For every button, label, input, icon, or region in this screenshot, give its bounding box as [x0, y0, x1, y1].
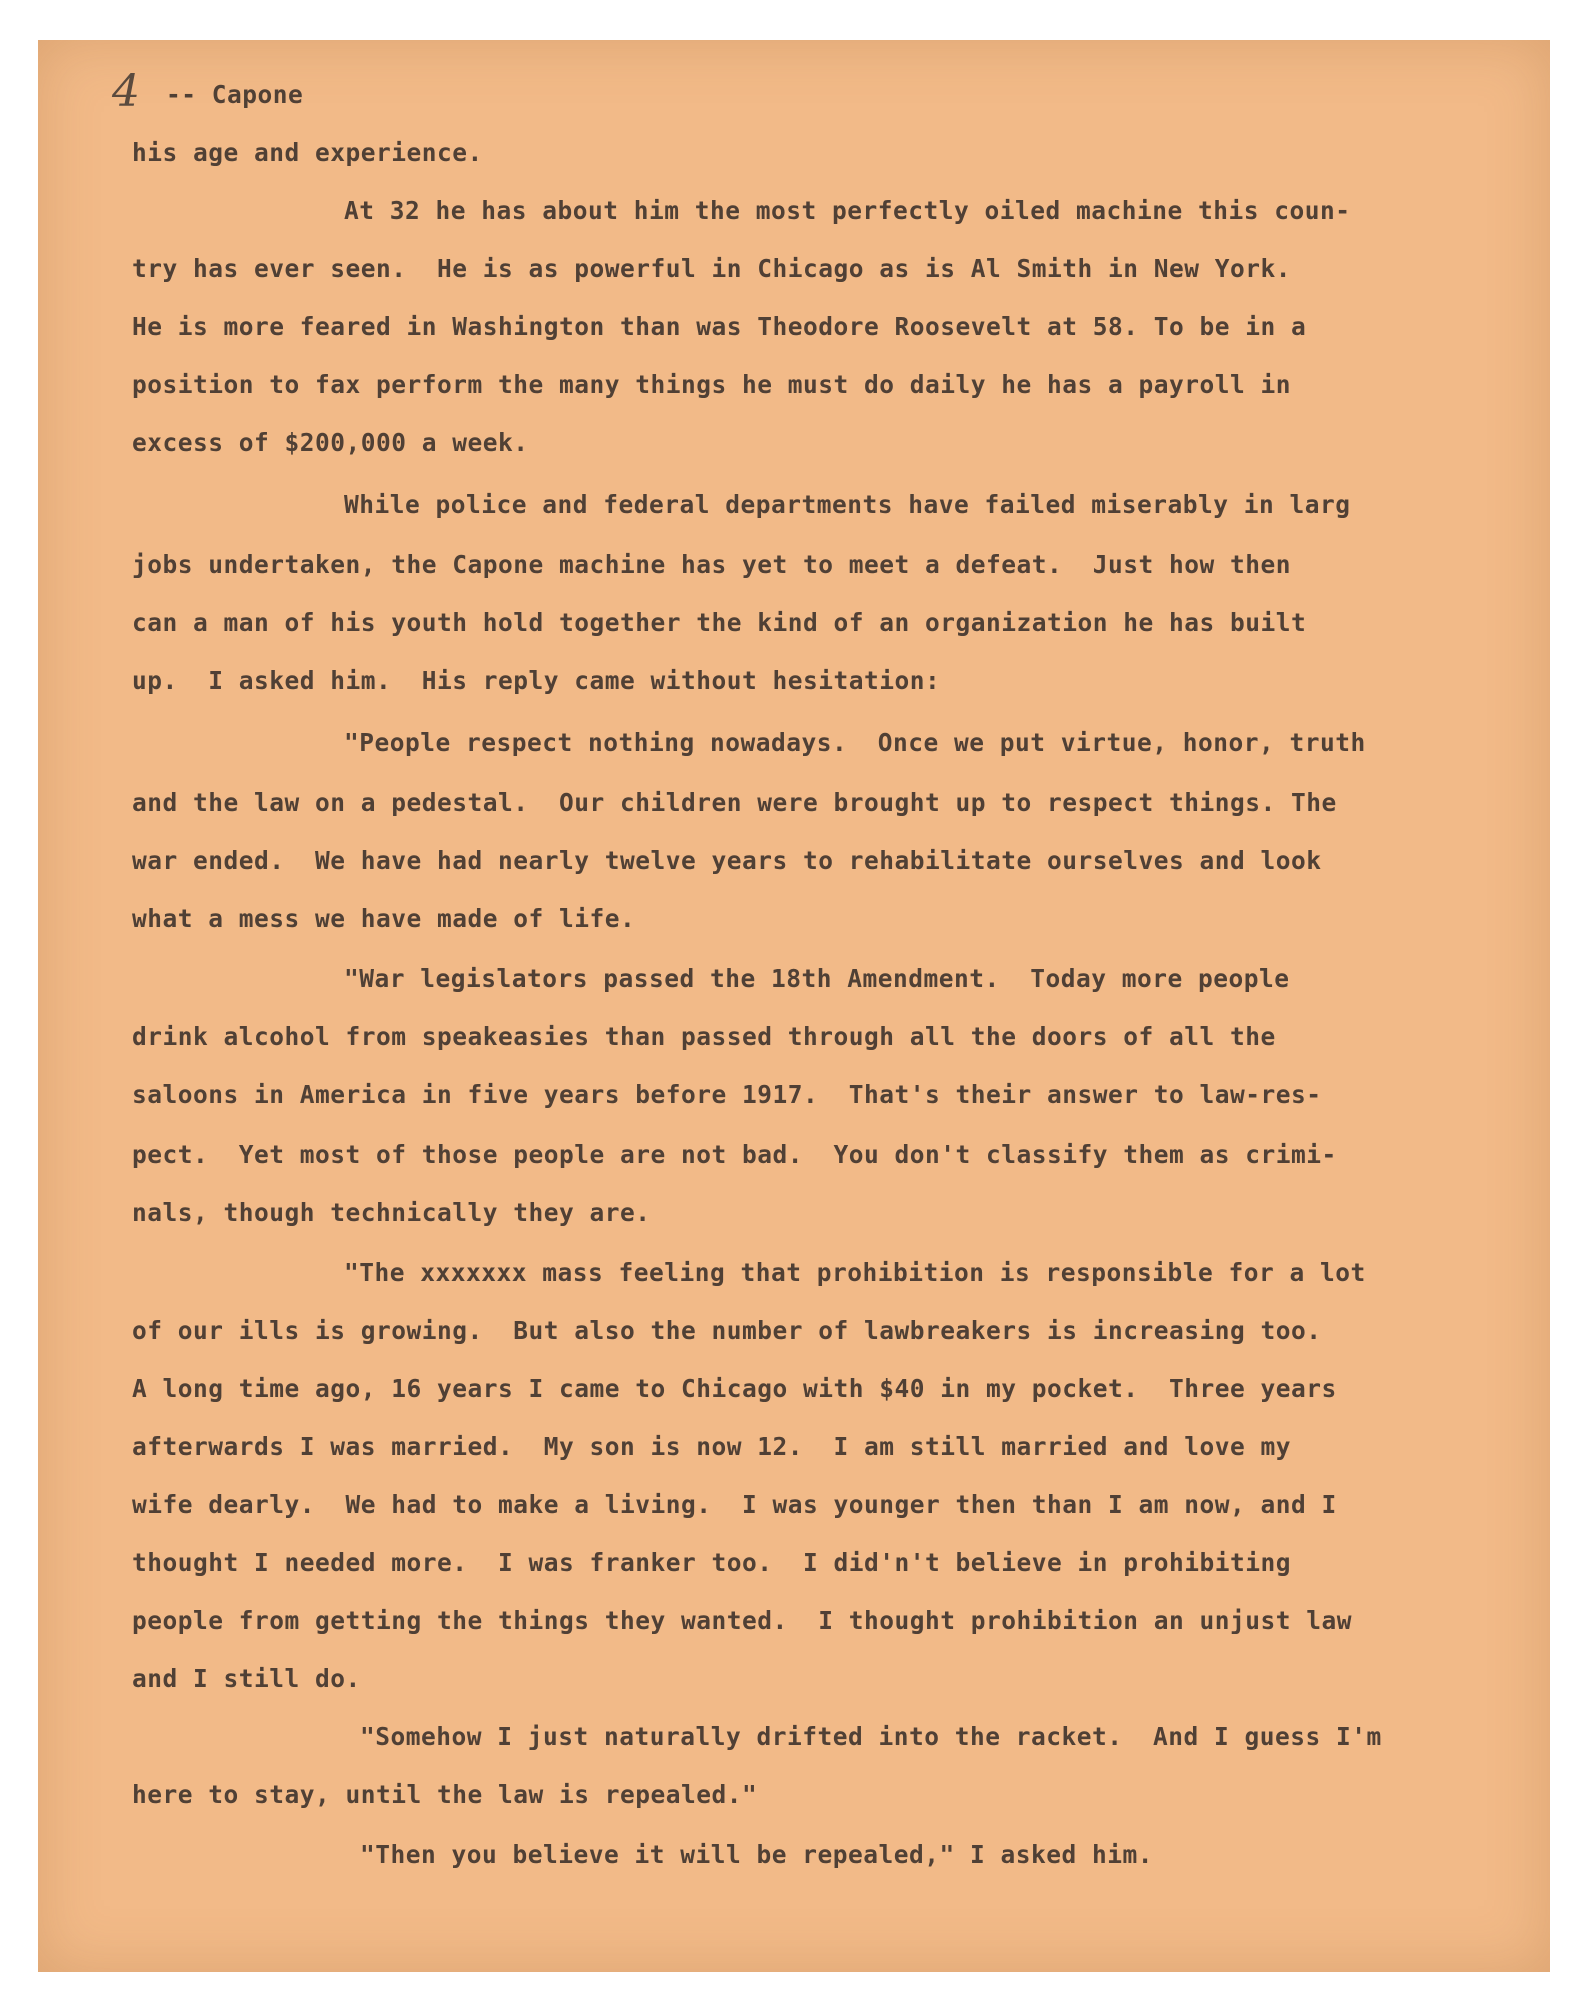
handwritten-page-number: 4 — [112, 66, 140, 117]
typed-line: A long time ago, 16 years I came to Chicago with $40 in my pocket. Three years — [132, 1374, 1337, 1403]
typed-line: here to stay, until the law is repealed." — [132, 1780, 758, 1809]
typed-line: saloons in America in five years before 1917. That's their answer to law-res- — [132, 1080, 1322, 1109]
typed-line: can a man of his youth hold together the kind of an organization he has built — [132, 608, 1307, 637]
typed-line: what a mess we have made of life. — [132, 904, 636, 933]
typed-line: "Somehow I just naturally drifted into the racket. And I guess I'm — [360, 1722, 1382, 1751]
typed-line: people from getting the things they wanted. I thought prohibition an unjust law — [132, 1606, 1353, 1635]
page-header: -- Capone — [166, 80, 304, 109]
typed-line: nals, though technically they are. — [132, 1198, 651, 1227]
typed-line: and I still do. — [132, 1664, 361, 1693]
typed-line: "War legislators passed the 18th Amendment. Today more people — [344, 964, 1290, 993]
typed-line: and the law on a pedestal. Our children were brought up to respect things. The — [132, 788, 1337, 817]
typed-line: try has ever seen. He is as powerful in Chicago as is Al Smith in New York. — [132, 254, 1292, 283]
typed-line: jobs undertaken, the Capone machine has yet to meet a defeat. Just how then — [132, 550, 1292, 579]
typed-line: "The xxxxxxx mass feeling that prohibition is responsible for a lot — [344, 1258, 1366, 1287]
typed-line: At 32 he has about him the most perfectly oiled machine this coun- — [344, 196, 1351, 225]
typed-line: "Then you believe it will be repealed," I asked him. — [360, 1840, 1154, 1869]
typed-line: his age and experience. — [132, 138, 483, 167]
typed-line: up. I asked him. His reply came without hesitation: — [132, 666, 941, 695]
typed-line: war ended. We have had nearly twelve years to rehabilitate ourselves and look — [132, 846, 1322, 875]
typed-line: "People respect nothing nowadays. Once we put virtue, honor, truth — [344, 728, 1366, 757]
typed-line: excess of $200,000 a week. — [132, 428, 529, 457]
typed-line: afterwards I was married. My son is now 12. I am still married and love my — [132, 1432, 1292, 1461]
typed-line: pect. Yet most of those people are not bad. You don't classify them as crimi- — [132, 1140, 1337, 1169]
typed-line: position to fax perform the many things he must do daily he has a payroll in — [132, 370, 1292, 399]
typed-line: thought I needed more. I was franker too. I did'n't believe in prohibiting — [132, 1548, 1292, 1577]
typed-line: He is more feared in Washington than was Theodore Roosevelt at 58. To be in a — [132, 312, 1307, 341]
typed-line: wife dearly. We had to make a living. I was younger then than I am now, and I — [132, 1490, 1337, 1519]
typed-line: of our ills is growing. But also the number of lawbreakers is increasing too. — [132, 1316, 1322, 1345]
typed-line: While police and federal departments have failed miserably in larg — [344, 490, 1351, 519]
typed-line: drink alcohol from speakeasies than passed through all the doors of all the — [132, 1022, 1276, 1051]
